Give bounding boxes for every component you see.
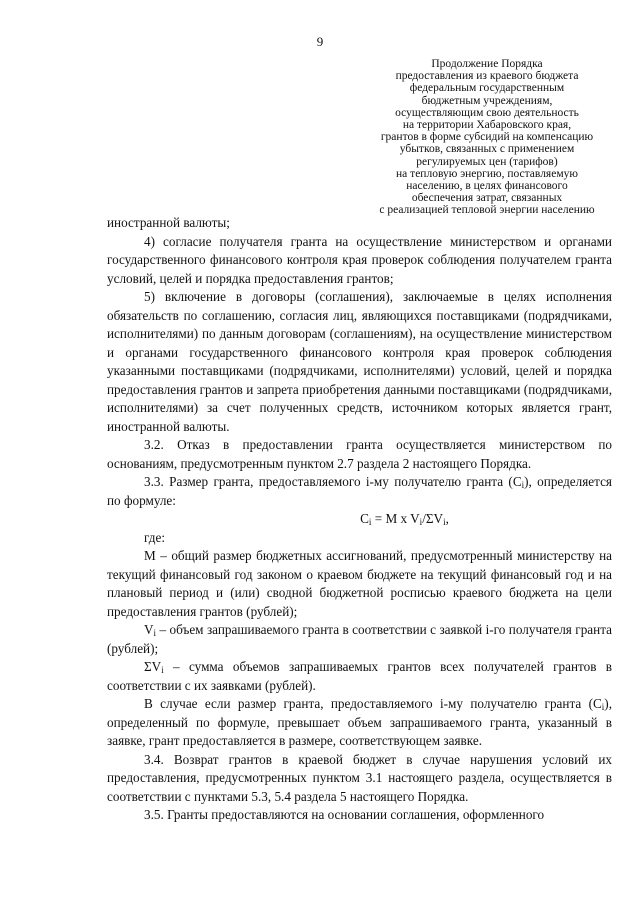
- header-line: убытков, связанных с применением: [399, 143, 575, 156]
- paragraph: 3.5. Гранты предоставляются на основании соглашения, оформленного: [144, 807, 545, 822]
- paragraph: иностранной валюты;: [107, 215, 230, 230]
- subscript: i: [161, 665, 164, 675]
- document-body: [107, 214, 612, 825]
- header-line: бюджетным учреждениям,: [421, 94, 553, 107]
- paragraph-text: ΣV: [144, 659, 162, 674]
- subscript: i: [443, 517, 446, 527]
- paragraph: где:: [144, 529, 165, 545]
- subscript: i: [419, 517, 423, 527]
- header-line: регулируемых цен (тарифов): [416, 155, 558, 168]
- header-title: Продолжение Порядка: [431, 58, 543, 70]
- header-line: населению, в целях финансового: [406, 180, 568, 193]
- subscript: i: [368, 517, 372, 527]
- paragraph-text: 3.3. Размер гранта, предоставляемого i-му получателю гранта (C: [144, 474, 522, 489]
- formula-part: C: [360, 511, 369, 526]
- header-line: на территории Хабаровского края,: [402, 119, 572, 132]
- paragraph: [107, 658, 612, 695]
- paragraph-text: – объем запрашиваемого гранта в соответствии с заявкой i-го получателя гранта (рублей);: [107, 622, 612, 656]
- paragraph: 3.4. Возврат грантов в краевой бюджет в случае нарушения условий их предоставления, предусмотренных пунктом 3.1 настоящего раздела, осуществляется в соответствии с пунктами 5.3, 5.4 раздела 5 настоящего Порядка.: [107, 751, 612, 804]
- header-line: на тепловую энергию, поставляемую: [396, 167, 578, 180]
- paragraph: M – общий размер бюджетных ассигнований, предусмотренный министерству на текущий финансовый год законом о краевом бюджете на текущий финансовый год и на плановый период и (или) сводной бюджетной росписью краевого бюджета на цели предоставления грантов (рублей);: [107, 548, 612, 619]
- subscript: i: [601, 702, 605, 712]
- page-number: 9: [316, 34, 324, 49]
- header-line: грантов в форме субсидий на компенсацию: [380, 131, 594, 144]
- document-header: [358, 58, 616, 217]
- formula-part: = M x V: [371, 511, 420, 526]
- paragraph-text: В случае если размер гранта, предоставляемого i-му получателю гранта (C: [144, 696, 602, 711]
- header-line: федеральным государственным: [409, 82, 565, 95]
- paragraph: [107, 473, 612, 510]
- paragraph: [107, 621, 612, 658]
- paragraph: [107, 695, 612, 751]
- header-line: с реализацией тепловой энергии населению: [379, 204, 595, 217]
- paragraph-text: ), определенный по формуле, превышает объем запрашиваемого гранта, указанный в заявке, грант предоставляется в размере, соответствующем заявке.: [107, 696, 612, 748]
- paragraph: 3.2. Отказ в предоставлении гранта осуществляется министерством по основаниям, предусмотренным пунктом 2.7 раздела 2 настоящего Порядка.: [107, 437, 612, 471]
- paragraph: 5) включение в договоры (соглашения), заключаемые в целях исполнения обязательств по соглашению, согласия лиц, являющихся поставщиками (подрядчиками, исполнителями) по данным договорам (соглашениям), на осуществление министерством и органами государственного финансового контроля края проверок соблюдения указанными поставщиками (подрядчиками, исполнителями) условий, целей и порядка предоставления грантов и запрета приобретения данными поставщиками (подрядчиками, исполнителями) за счет полученных средств, источником которых является грант, иностранной валюты.: [107, 289, 612, 434]
- header-line: предоставления из краевого бюджета: [395, 70, 579, 83]
- header-line: осуществляющим свою деятельность: [395, 106, 579, 119]
- subscript: i: [153, 628, 157, 638]
- formula-part: /ΣV: [422, 511, 444, 526]
- paragraph-text: V: [144, 622, 154, 637]
- subscript: i: [521, 480, 525, 490]
- paragraph-text: ), определяется по формуле:: [107, 474, 612, 508]
- formula: [107, 510, 612, 529]
- paragraph-text: – сумма объемов запрашиваемых грантов всех получателей грантов в соответствии с их заявками (рублей).: [107, 659, 612, 693]
- header-line: обеспечения затрат, связанных: [411, 192, 563, 205]
- paragraph: 4) согласие получателя гранта на осуществление министерством и органами государственного финансового контроля края проверок соблюдения получателем гранта условий, целей и порядка предоставления грантов;: [107, 233, 612, 286]
- formula-part: ,: [445, 511, 449, 526]
